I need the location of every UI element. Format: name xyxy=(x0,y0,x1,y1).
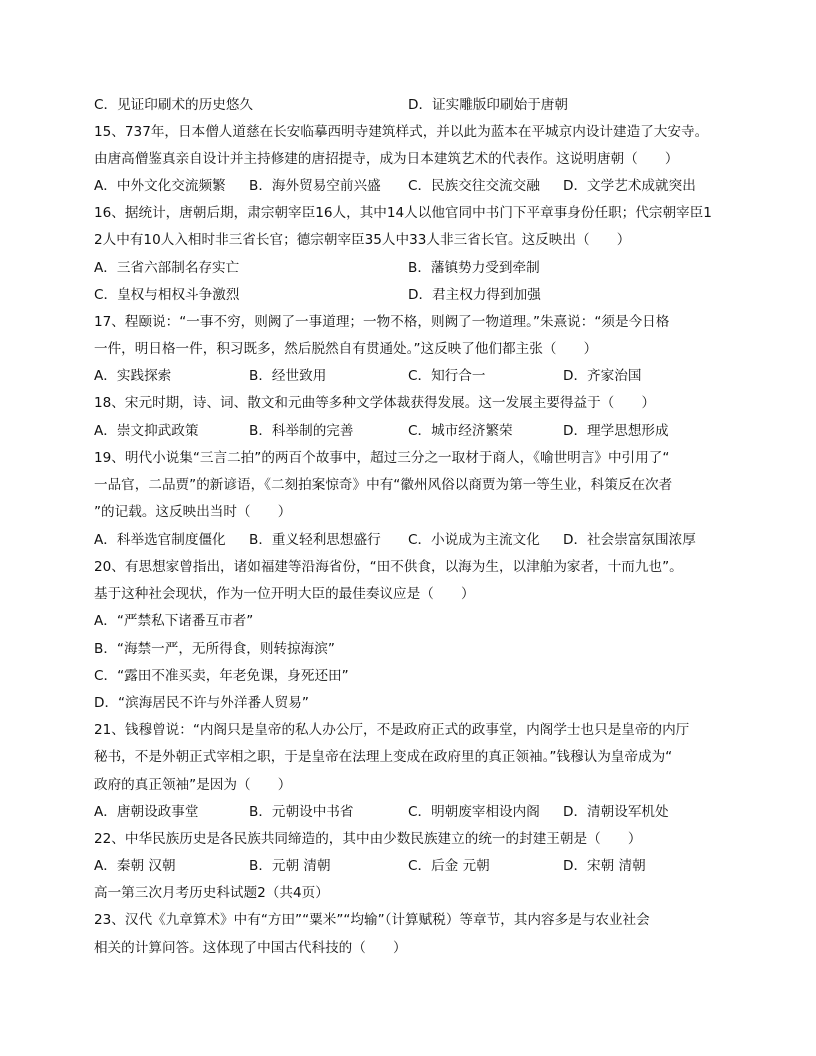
q17-stem-line2: 一件，明日格一件，积习既多，然后脱然自有贯通处。”这反映了他们都主张（ ） xyxy=(94,341,598,357)
q16-option-a: A．三省六部制名存实亡 xyxy=(94,260,240,276)
q20-stem-line2: 基于这种社会现状，作为一位开明大臣的最佳奏议应是（ ） xyxy=(94,586,475,602)
q21-stem-line1: 21、钱穆曾说：“内阁只是皇帝的私人办公厅，不是政府正式的政事堂，内阁学士也只是皇帝的内厅 xyxy=(94,722,690,738)
q17-option-c: C．知行合一 xyxy=(408,368,486,384)
q16-option-d: D．君主权力得到加强 xyxy=(408,287,541,303)
q22-option-c: C．后金 元朝 xyxy=(408,858,490,874)
q21-option-d: D．清朝设军机处 xyxy=(563,804,669,820)
q23-stem-line2: 相关的计算问答。这体现了中国古代科技的（ ） xyxy=(94,940,407,956)
q23-stem-line1: 23、汉代《九章算术》中有“方田”“粟米”“均输”（计算赋税）等章节，其内容多是与农业社会 xyxy=(94,912,650,928)
q18-option-c: C．城市经济繁荣 xyxy=(408,423,513,439)
q19-option-b: B．重义轻利思想盛行 xyxy=(249,532,381,548)
q21-stem-line2: 秘书，不是外朝正式宰相之职，于是皇帝在法理上变成在政府里的真正领袖。”钱穆认为皇帝成为“ xyxy=(94,749,673,765)
q22-stem-line1: 22、中华民族历史是各民族共同缔造的，其中由少数民族建立的统一的封建王朝是（ ） xyxy=(94,831,642,847)
q19-option-c: C．小说成为主流文化 xyxy=(408,532,540,548)
q14-option-d: D．证实雕版印刷始于唐朝 xyxy=(408,97,568,113)
q18-option-b: B．科举制的完善 xyxy=(249,423,354,439)
q15-option-d: D．文学艺术成就突出 xyxy=(563,178,696,194)
q20-option-d: D．“滨海居民不许与外洋番人贸易” xyxy=(94,695,309,711)
q19-option-d: D．社会崇富氛围浓厚 xyxy=(563,532,696,548)
q16-stem-line2: 2人中有10人入相时非三省长官；德宗朝宰臣35人中33人非三省长官。这反映出（ ） xyxy=(94,232,631,248)
q15-option-b: B．海外贸易空前兴盛 xyxy=(249,178,381,194)
q17-option-b: B．经世致用 xyxy=(249,368,327,384)
q18-stem-line1: 18、宋元时期，诗、词、散文和元曲等多种文学体裁获得发展。这一发展主要得益于（ ） xyxy=(94,395,656,411)
q20-option-b: B．“海禁一严，无所得食，则转掠海滨” xyxy=(94,641,335,657)
q22-option-d: D．宋朝 清朝 xyxy=(563,858,646,874)
q14-option-c: C．见证印刷术的历史悠久 xyxy=(94,97,254,113)
page-footer: 高一第三次月考历史科试题2（共4页） xyxy=(94,885,329,901)
q20-option-a: A．“严禁私下诸番互市者” xyxy=(94,613,254,629)
q21-option-b: B．元朝设中书省 xyxy=(249,804,354,820)
q21-option-c: C．明朝废宰相设内阁 xyxy=(408,804,540,820)
q17-option-d: D．齐家治国 xyxy=(563,368,642,384)
q20-option-c: C．“露田不准买卖，年老免课，身死还田” xyxy=(94,668,349,684)
q15-stem-line2: 由唐高僧鉴真亲自设计并主持修建的唐招提寺，成为日本建筑艺术的代表作。这说明唐朝（ ） xyxy=(94,151,679,167)
q16-option-c: C．皇权与相权斗争激烈 xyxy=(94,287,240,303)
q15-option-c: C．民族交往交流交融 xyxy=(408,178,540,194)
q21-stem-line3: 政府的真正领袖”是因为（ ） xyxy=(94,777,292,793)
q16-option-b: B．藩镇势力受到牵制 xyxy=(408,260,540,276)
q16-stem-line1: 16、据统计，唐朝后期，肃宗朝宰臣16人，其中14人以他官同中书门下平章事身份任职；代宗朝宰臣1 xyxy=(94,205,712,221)
q19-option-a: A．科举选官制度僵化 xyxy=(94,532,226,548)
q22-option-a: A．秦朝 汉朝 xyxy=(94,858,176,874)
q19-stem-line1: 19、明代小说集“三言二拍”的两百个故事中，超过三分之一取材于商人，《喻世明言》中引用了“ xyxy=(94,450,670,466)
q18-option-d: D．理学思想形成 xyxy=(563,423,669,439)
q17-stem-line1: 17、程颐说：“一事不穷，则阙了一事道理；一物不格，则阙了一物道理。”朱熹说：“须是今日格 xyxy=(94,314,670,330)
q19-stem-line2: 一品官，二品贾”的新谚语，《二刻拍案惊奇》中有“徽州风俗以商贾为第一等生业，科策反在次者 xyxy=(94,477,673,493)
q15-option-a: A．中外文化交流频繁 xyxy=(94,178,226,194)
q17-option-a: A．实践探索 xyxy=(94,368,172,384)
q21-option-a: A．唐朝设政事堂 xyxy=(94,804,199,820)
q15-stem-line1: 15、737年，日本僧人道慈在长安临摹西明寺建筑样式，并以此为蓝本在平城京内设计建造了大安寺。 xyxy=(94,124,709,140)
q18-option-a: A．崇文抑武政策 xyxy=(94,423,199,439)
q20-stem-line1: 20、有思想家曾指出，诸如福建等沿海省份，“田不供食，以海为生，以津舶为家者，十而九也”。 xyxy=(94,559,683,575)
q22-option-b: B．元朝 清朝 xyxy=(249,858,331,874)
q19-stem-line3: ”的记载。这反映出当时（ ） xyxy=(94,504,292,520)
